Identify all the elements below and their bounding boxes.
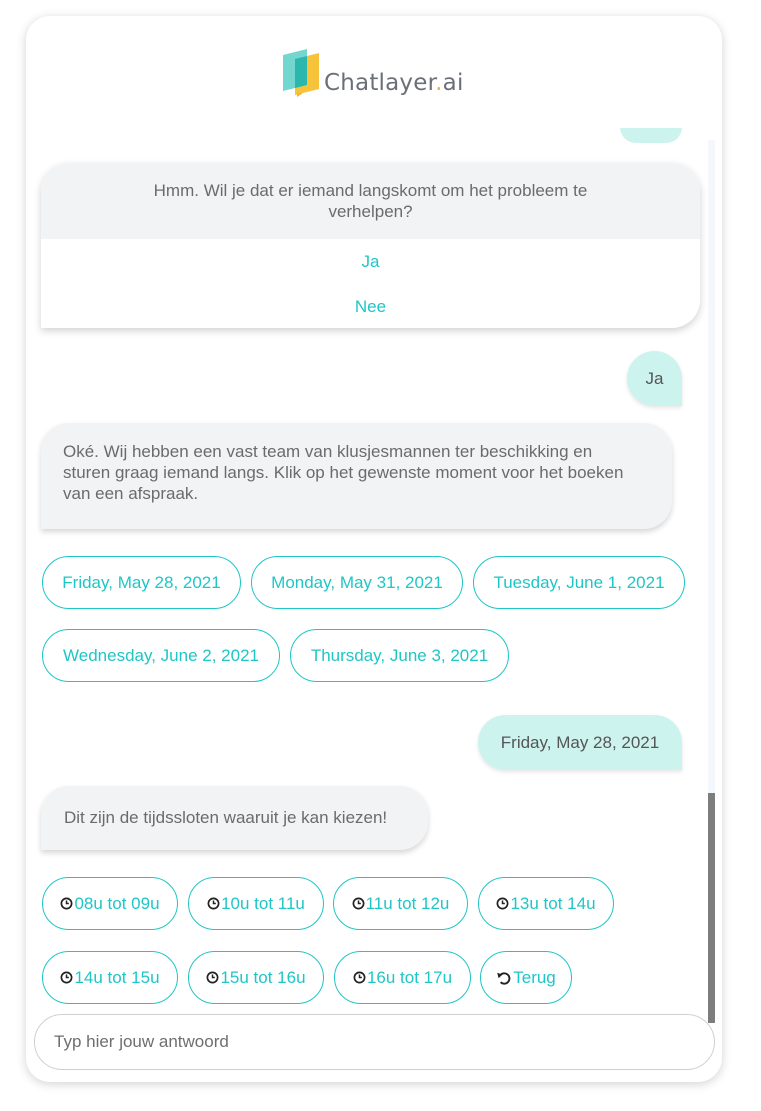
scrollbar-thumb[interactable] [708, 793, 715, 1023]
time-slot-button[interactable]: 14u tot 15u [42, 951, 178, 1004]
message-list[interactable] [26, 128, 722, 1028]
brand-name: Chatlayer.ai [324, 70, 464, 96]
time-slot-button[interactable]: 13u tot 14u [478, 877, 614, 930]
clock-icon [60, 897, 73, 910]
time-slot-button[interactable]: 11u tot 12u [333, 877, 468, 930]
clock-icon [206, 971, 219, 984]
clock-icon [352, 897, 365, 910]
clock-icon [496, 897, 509, 910]
previous-user-bubble [620, 128, 682, 143]
clock-icon [353, 971, 366, 984]
bot-message: Dit zijn de tijdssloten waaruit je kan kiezen! [41, 786, 428, 850]
date-option-button[interactable]: Tuesday, June 1, 2021 [473, 556, 685, 609]
time-slot-button[interactable]: 10u tot 11u [188, 877, 324, 930]
date-option-button[interactable]: Thursday, June 3, 2021 [290, 629, 509, 682]
clock-icon [207, 897, 220, 910]
message-input[interactable] [52, 1015, 676, 1069]
user-message: Friday, May 28, 2021 [478, 715, 682, 770]
option-ja-button[interactable]: Ja [361, 251, 380, 271]
quick-reply-card [41, 163, 700, 328]
time-slot-button[interactable]: 15u tot 16u [188, 951, 324, 1004]
user-message: Ja [627, 351, 682, 406]
clock-icon [60, 971, 73, 984]
chat-widget [26, 16, 722, 1082]
message-composer [34, 1014, 715, 1070]
date-option-button[interactable]: Monday, May 31, 2021 [251, 556, 463, 609]
option-nee-button[interactable]: Nee [354, 296, 387, 316]
chat-header [26, 16, 722, 128]
time-slot-button[interactable]: 16u tot 17u [334, 951, 471, 1004]
date-option-button[interactable]: Wednesday, June 2, 2021 [42, 629, 280, 682]
undo-arrow-icon [496, 970, 512, 986]
time-slot-button[interactable]: 08u tot 09u [42, 877, 178, 930]
bot-message: Oké. Wij hebben een vast team van klusjesmannen ter beschikking en sturen graag iemand langs. Klik op het gewenste moment voor het boeken van een afspraak. [41, 423, 672, 529]
back-button[interactable]: Terug [480, 951, 572, 1004]
question-text: Hmm. Wil je dat er iemand langskomt om het probleem te verhelpen? [41, 163, 700, 239]
date-option-button[interactable]: Friday, May 28, 2021 [42, 556, 241, 609]
chatlayer-logo-icon [283, 49, 319, 97]
